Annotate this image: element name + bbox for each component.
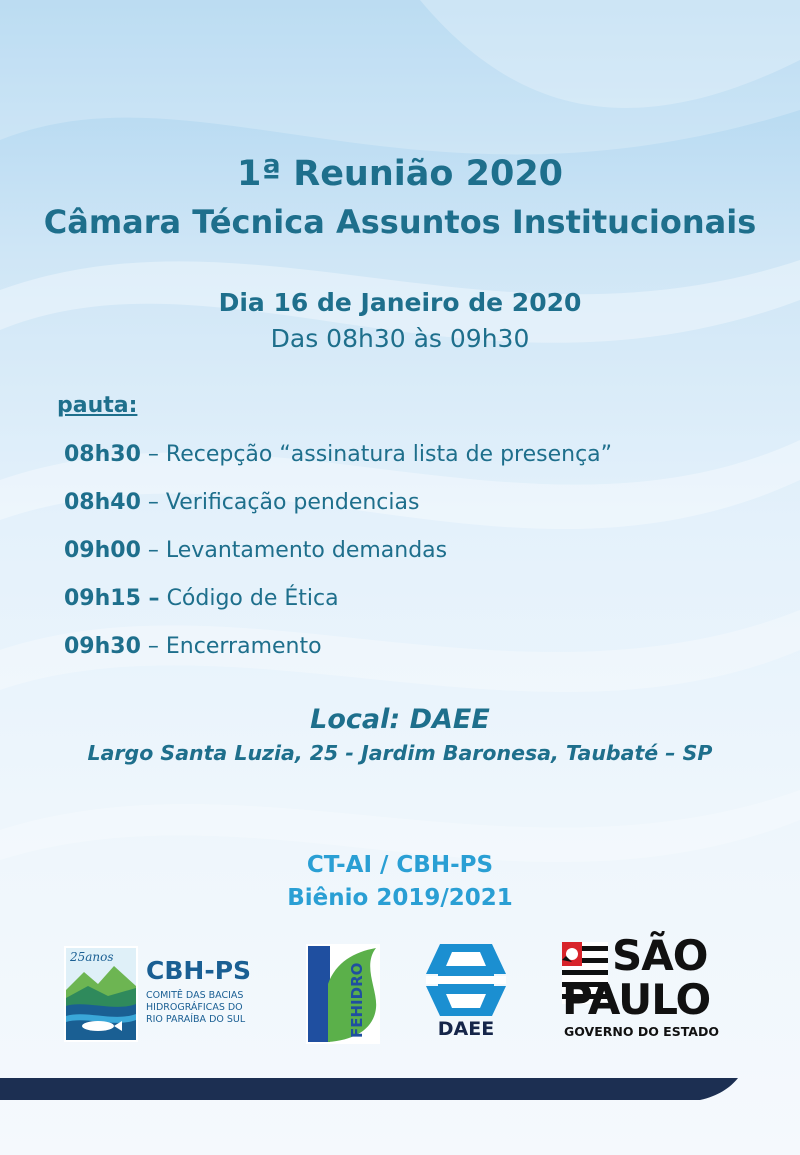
agenda-item-text: Código de Ética xyxy=(166,586,339,611)
fehidro-logo xyxy=(306,944,380,1044)
daee-emblem-icon xyxy=(426,944,506,1016)
agenda-item xyxy=(64,536,447,566)
agenda-item-text: Verificação pendencias xyxy=(165,490,420,515)
meeting-date: Dia 16 de Janeiro de 2020 xyxy=(218,288,582,317)
agenda-item-time: 09h30 xyxy=(64,634,141,659)
daee-name: DAEE xyxy=(437,1018,495,1040)
agenda-item-time: 09h15 – xyxy=(64,586,160,611)
agenda-item-separator: – xyxy=(140,490,166,515)
cbhps-subtitle xyxy=(146,990,245,1026)
sp-government-logo xyxy=(562,931,742,1044)
cbhps-logo xyxy=(64,946,264,1042)
agenda-item-separator: – xyxy=(140,538,166,563)
cbhps-name: CBH-PS xyxy=(146,956,252,985)
daee-logo xyxy=(426,944,506,1044)
location-title: Local: DAEE xyxy=(310,704,490,735)
bottom-bar xyxy=(0,1078,738,1100)
cbhps-emblem-icon xyxy=(64,946,138,1042)
cbhps-line: RIO PARAÍBA DO SUL xyxy=(146,1014,246,1025)
agenda-item-separator xyxy=(160,586,167,611)
agenda-item-time: 08h40 xyxy=(64,490,141,515)
agenda-item-time: 09h00 xyxy=(64,538,141,563)
cbhps-line: HIDROGRÁFICAS DO xyxy=(146,1002,243,1013)
sp-line1: SÃO xyxy=(612,931,708,980)
page-subtitle: Câmara Técnica Assuntos Institucionais xyxy=(43,203,757,241)
sp-line2: PAULO xyxy=(562,975,711,1024)
agenda-item xyxy=(64,440,612,470)
page-title: 1ª Reunião 2020 xyxy=(236,154,564,194)
agenda-item-text: Recepção “assinatura lista de presença” xyxy=(165,442,613,467)
agenda-item xyxy=(64,584,339,614)
fehidro-name: FEHIDRO xyxy=(348,962,366,1038)
svg-text:25anos: 25anos xyxy=(70,950,114,964)
agenda-item xyxy=(64,488,419,518)
location-address: Largo Santa Luzia, 25 - Jardim Baronesa, Taubaté – SP xyxy=(87,741,713,765)
organizer: CT-AI / CBH-PS xyxy=(306,852,494,878)
sp-line3: GOVERNO DO ESTADO xyxy=(564,1024,719,1039)
agenda-item xyxy=(64,632,322,662)
meeting-time: Das 08h30 às 09h30 xyxy=(270,324,530,353)
agenda-item-text: Levantamento demandas xyxy=(165,538,448,563)
agenda-heading: pauta: xyxy=(57,393,138,418)
bienio: Biênio 2019/2021 xyxy=(287,885,513,911)
agenda-item-time: 08h30 xyxy=(64,442,141,467)
agenda-item-text: Encerramento xyxy=(165,634,322,659)
agenda-item-separator: – xyxy=(140,442,166,467)
agenda-item-separator: – xyxy=(140,634,166,659)
cbhps-line: COMITÊ DAS BACIAS xyxy=(146,990,244,1001)
